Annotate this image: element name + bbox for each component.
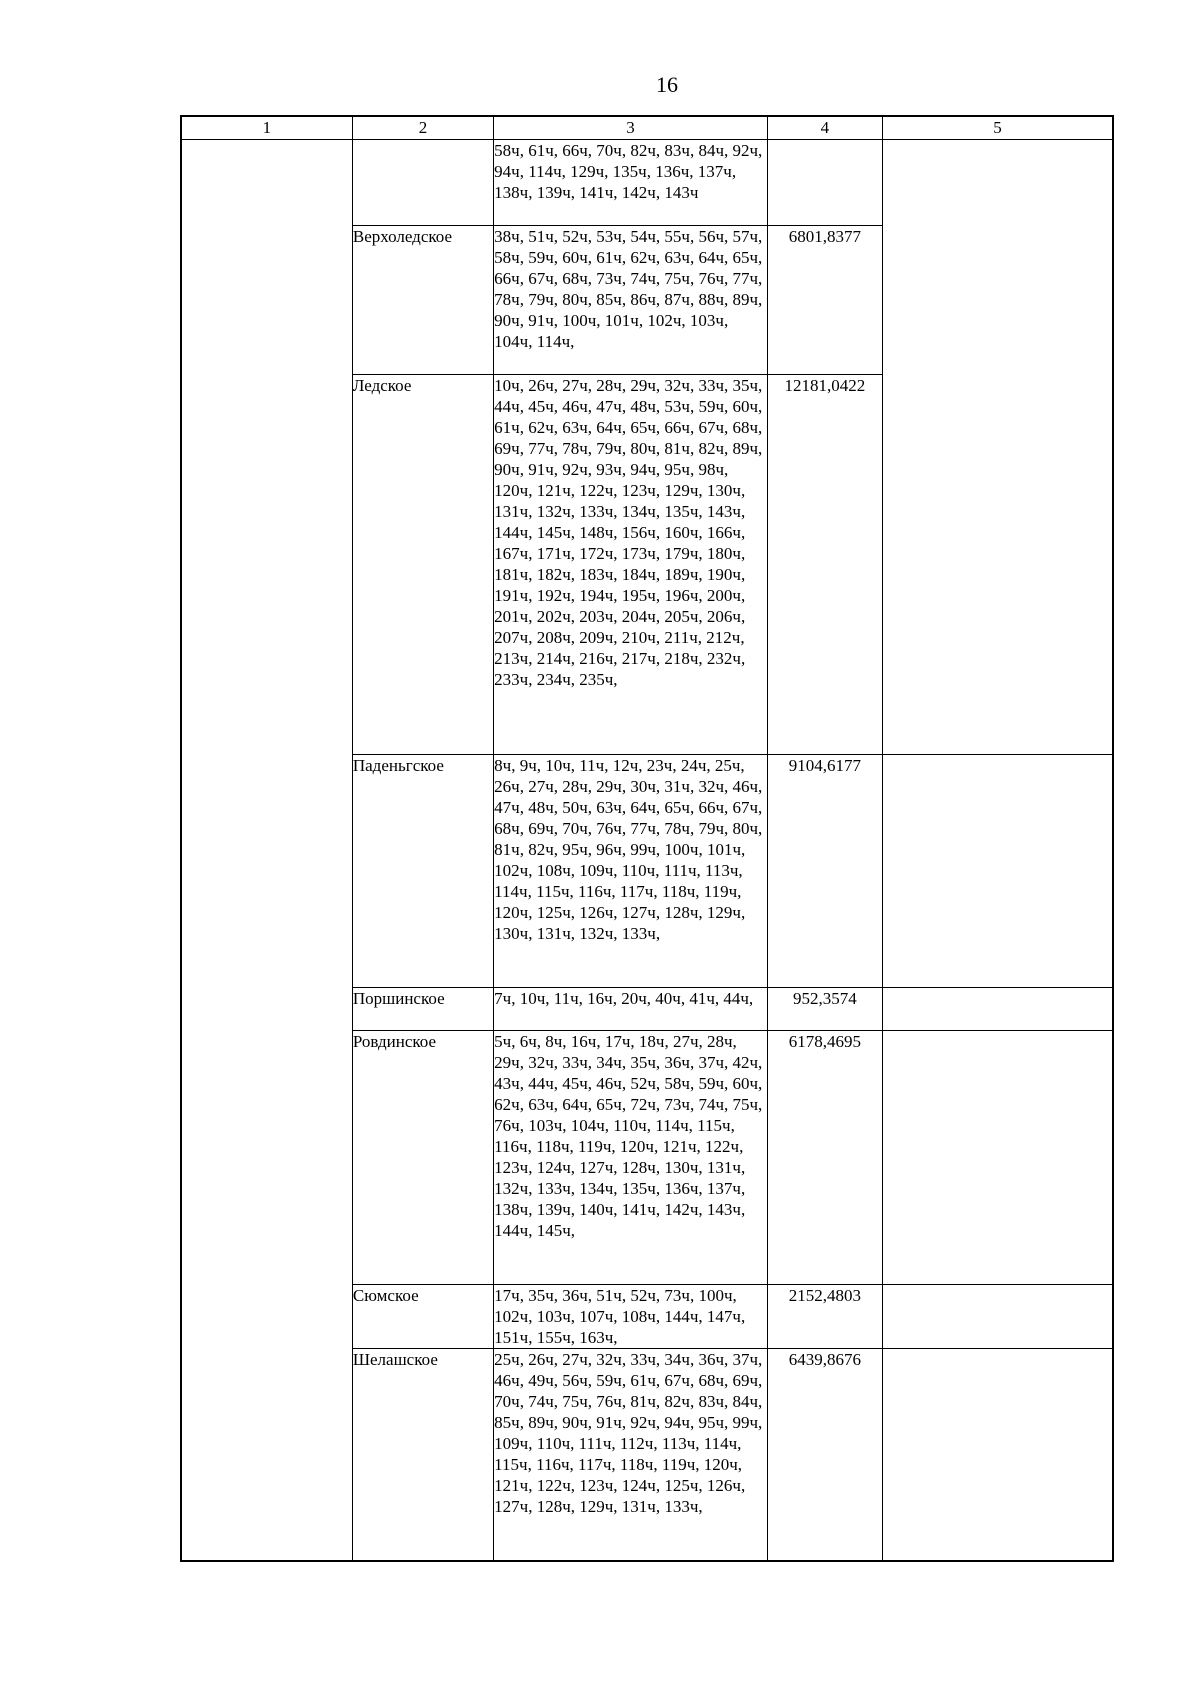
- forestry-name-cell: Ледское: [352, 375, 493, 755]
- column-header: 1: [181, 116, 352, 140]
- page-number: 16: [656, 72, 678, 97]
- plots-cell: 5ч, 6ч, 8ч, 16ч, 17ч, 18ч, 27ч, 28ч, 29ч, 32ч, 33ч, 34ч, 35ч, 36ч, 37ч, 42ч, 43ч, 44ч, 45ч, 46ч, 52ч, 58ч, 59ч, 60ч, 62ч, 63ч, 64ч, 65ч, 72ч, 73ч, 74ч, 75ч, 76ч, 103ч, 104ч, 110ч, 114ч, 115ч, 116ч, 118ч, 119ч, 120ч, 121ч, 122ч, 123ч, 124ч, 127ч, 128ч, 130ч, 131ч, 132ч, 133ч, 134ч, 135ч, 136ч, 137ч, 138ч, 139ч, 140ч, 141ч, 142ч, 143ч, 144ч, 145ч,: [494, 1031, 768, 1285]
- table-row: [181, 140, 1113, 226]
- plots-cell: 38ч, 51ч, 52ч, 53ч, 54ч, 55ч, 56ч, 57ч, 58ч, 59ч, 60ч, 61ч, 62ч, 63ч, 64ч, 65ч, 66ч, 67ч, 68ч, 73ч, 74ч, 75ч, 76ч, 77ч, 78ч, 79ч, 80ч, 85ч, 86ч, 87ч, 88ч, 89ч, 90ч, 91ч, 100ч, 101ч, 102ч, 103ч, 104ч, 114ч,: [494, 226, 768, 375]
- plots-cell: 58ч, 61ч, 66ч, 70ч, 82ч, 83ч, 84ч, 92ч, 94ч, 114ч, 129ч, 135ч, 136ч, 137ч, 138ч, 139ч, 141ч, 142ч, 143ч: [494, 140, 768, 226]
- column-header: 2: [352, 116, 493, 140]
- plots-cell: 25ч, 26ч, 27ч, 32ч, 33ч, 34ч, 36ч, 37ч, 46ч, 49ч, 56ч, 59ч, 61ч, 67ч, 68ч, 69ч, 70ч, 74ч, 75ч, 76ч, 81ч, 82ч, 83ч, 84ч, 85ч, 89ч, 90ч, 91ч, 92ч, 94ч, 95ч, 99ч, 109ч, 110ч, 111ч, 112ч, 113ч, 114ч, 115ч, 116ч, 117ч, 118ч, 119ч, 120ч, 121ч, 122ч, 123ч, 124ч, 125ч, 126ч, 127ч, 128ч, 129ч, 131ч, 133ч,: [494, 1349, 768, 1562]
- empty-cell: [882, 1285, 1113, 1349]
- area-cell: 9104,6177: [767, 755, 882, 988]
- column-header: 4: [767, 116, 882, 140]
- area-cell: [767, 140, 882, 226]
- forestry-table: [180, 115, 1114, 1562]
- forestry-name-cell: [352, 140, 493, 226]
- forestry-name-cell: Сюмское: [352, 1285, 493, 1349]
- plots-cell: 8ч, 9ч, 10ч, 11ч, 12ч, 23ч, 24ч, 25ч, 26ч, 27ч, 28ч, 29ч, 30ч, 31ч, 32ч, 46ч, 47ч, 48ч, 50ч, 63ч, 64ч, 65ч, 66ч, 67ч, 68ч, 69ч, 70ч, 76ч, 77ч, 78ч, 79ч, 80ч, 81ч, 82ч, 95ч, 96ч, 99ч, 100ч, 101ч, 102ч, 108ч, 109ч, 110ч, 111ч, 113ч, 114ч, 115ч, 116ч, 117ч, 118ч, 119ч, 120ч, 125ч, 126ч, 127ч, 128ч, 129ч, 130ч, 131ч, 132ч, 133ч,: [494, 755, 768, 988]
- area-cell: 952,3574: [767, 988, 882, 1031]
- area-cell: 6801,8377: [767, 226, 882, 375]
- area-cell: 6439,8676: [767, 1349, 882, 1562]
- forestry-name-cell: Верхоледское: [352, 226, 493, 375]
- empty-cell: [882, 755, 1113, 988]
- empty-cell: [882, 1031, 1113, 1285]
- empty-cell: [882, 1349, 1113, 1562]
- forestry-name-cell: Ровдинское: [352, 1031, 493, 1285]
- area-cell: 12181,0422: [767, 375, 882, 755]
- area-cell: 2152,4803: [767, 1285, 882, 1349]
- column-header: 3: [494, 116, 768, 140]
- column-header: 5: [882, 116, 1113, 140]
- empty-cell: [882, 140, 1113, 755]
- plots-cell: 10ч, 26ч, 27ч, 28ч, 29ч, 32ч, 33ч, 35ч, 44ч, 45ч, 46ч, 47ч, 48ч, 53ч, 59ч, 60ч, 61ч, 62ч, 63ч, 64ч, 65ч, 66ч, 67ч, 68ч, 69ч, 77ч, 78ч, 79ч, 80ч, 81ч, 82ч, 89ч, 90ч, 91ч, 92ч, 93ч, 94ч, 95ч, 98ч, 120ч, 121ч, 122ч, 123ч, 129ч, 130ч, 131ч, 132ч, 133ч, 134ч, 135ч, 143ч, 144ч, 145ч, 148ч, 156ч, 160ч, 166ч, 167ч, 171ч, 172ч, 173ч, 179ч, 180ч, 181ч, 182ч, 183ч, 184ч, 189ч, 190ч, 191ч, 192ч, 194ч, 195ч, 196ч, 200ч, 201ч, 202ч, 203ч, 204ч, 205ч, 206ч, 207ч, 208ч, 209ч, 210ч, 211ч, 212ч, 213ч, 214ч, 216ч, 217ч, 218ч, 232ч, 233ч, 234ч, 235ч,: [494, 375, 768, 755]
- plots-cell: 7ч, 10ч, 11ч, 16ч, 20ч, 40ч, 41ч, 44ч,: [494, 988, 768, 1031]
- empty-cell: [882, 988, 1113, 1031]
- plots-cell: 17ч, 35ч, 36ч, 51ч, 52ч, 73ч, 100ч, 102ч, 103ч, 107ч, 108ч, 144ч, 147ч, 151ч, 155ч, 163ч,: [494, 1285, 768, 1349]
- table-header-row: [181, 116, 1113, 140]
- forestry-name-cell: Шелашское: [352, 1349, 493, 1562]
- area-cell: 6178,4695: [767, 1031, 882, 1285]
- empty-cell: [181, 140, 352, 1562]
- forestry-name-cell: Поршинское: [352, 988, 493, 1031]
- forestry-name-cell: Паденьгское: [352, 755, 493, 988]
